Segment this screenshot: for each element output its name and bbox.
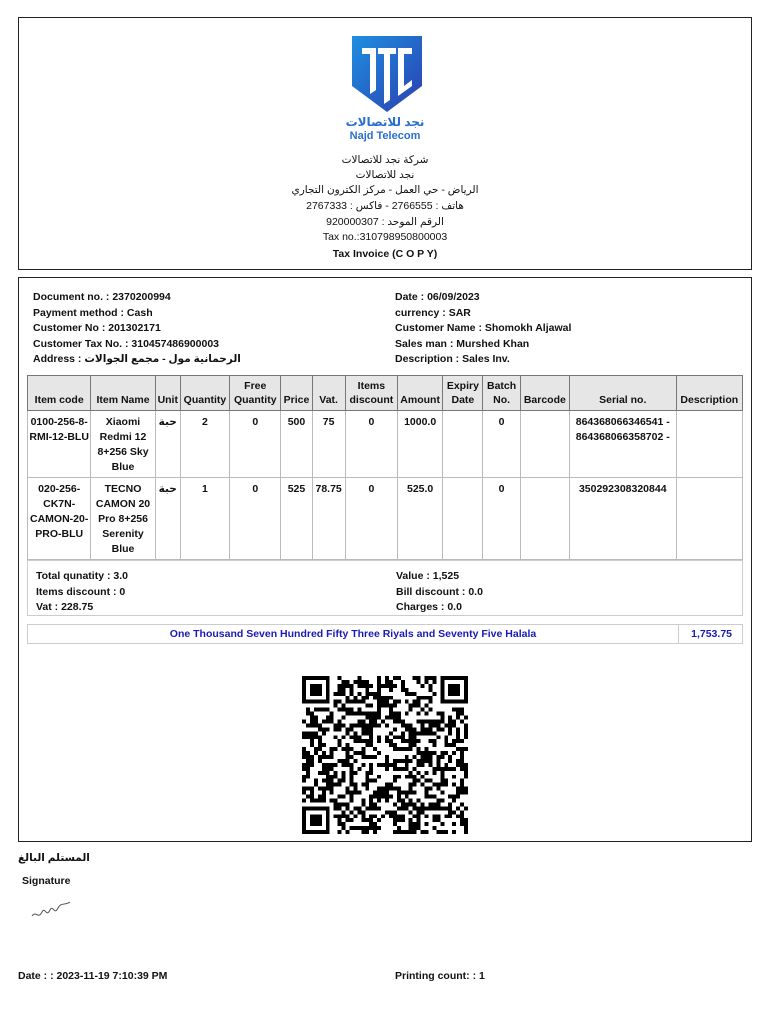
amount-in-words: One Thousand Seven Hundred Fifty Three Riyals and Seventy Five Halala — [169, 628, 537, 640]
column-header: Item code — [28, 376, 91, 411]
item-discount: 0 — [345, 478, 397, 560]
item-description — [676, 478, 742, 560]
brand-name-arabic: نجد للاتصالات — [345, 115, 425, 129]
column-header: Batch No. — [483, 376, 520, 411]
value-total: Value : 1,525 — [396, 570, 460, 582]
grand-total: 1,753.75 — [691, 628, 732, 640]
company-short-name-arabic: نجد للاتصالات — [355, 169, 415, 181]
company-name-arabic: شركة نجد للاتصالات — [341, 154, 429, 166]
qr-code — [301, 676, 469, 834]
column-header: Items discount — [345, 376, 397, 411]
item-price: 525 — [281, 478, 312, 560]
invoice-body — [18, 277, 752, 842]
charges: Charges : 0.0 — [396, 601, 462, 613]
document-no: Document no. : 2370200994 — [33, 291, 171, 303]
column-header: Description — [676, 376, 742, 411]
receiver-label: المستلم البالغ — [18, 852, 90, 864]
invoice-description: Description : Sales Inv. — [395, 353, 510, 365]
customer-tax-no: Customer Tax No. : 310457486900003 — [33, 337, 219, 350]
table-row — [28, 478, 743, 560]
column-header: Amount — [398, 376, 443, 411]
table-row — [28, 411, 743, 478]
item-batch-no: 0 — [483, 478, 520, 560]
column-header: Serial no. — [569, 376, 676, 411]
brand-name-english: Najd Telecom — [349, 130, 421, 142]
item-serial-no: 864368066346541 - 864368066358702 - — [569, 411, 676, 478]
najd-telecom-logo — [350, 34, 424, 114]
column-header: Unit — [155, 376, 180, 411]
item-unit: حبة — [155, 411, 180, 478]
amount-in-words-row — [27, 624, 743, 644]
print-date: Date : : 2023-11-19 7:10:39 PM — [18, 970, 168, 982]
column-header: Item Name — [91, 376, 155, 411]
column-header: Expiry Date — [443, 376, 483, 411]
item-name: TECNO CAMON 20 Pro 8+256 Serenity Blue — [91, 478, 155, 560]
item-quantity: 1 — [180, 478, 229, 560]
payment-method: Payment method : Cash — [33, 306, 153, 319]
item-free-quantity: 0 — [230, 411, 281, 478]
item-free-quantity: 0 — [230, 478, 281, 560]
company-unified-number: الرقم الموحد : 920000307 — [326, 216, 444, 228]
item-amount: 525.0 — [398, 478, 443, 560]
meta-left — [33, 290, 241, 368]
items-discount-total: Items discount : 0 — [36, 585, 126, 598]
column-header: Vat. — [312, 376, 345, 411]
item-barcode — [520, 478, 569, 560]
meta-right — [395, 290, 571, 368]
table-header-row — [28, 376, 743, 411]
signature-label: Signature — [22, 875, 71, 887]
company-tax-no: Tax no.:310798950800003 — [322, 231, 448, 243]
item-description — [676, 411, 742, 478]
invoice-header — [18, 17, 752, 270]
customer-address: Address : الرحمانية مول - مجمع الجوالات — [33, 353, 241, 365]
item-amount: 1000.0 — [398, 411, 443, 478]
total-quantity: Total qunatity : 3.0 — [36, 570, 128, 582]
vat-total: Vat : 228.75 — [36, 601, 94, 613]
item-barcode — [520, 411, 569, 478]
totals-left — [36, 569, 128, 616]
customer-no: Customer No : 201302171 — [33, 322, 161, 334]
divider — [678, 625, 679, 643]
invoice-title: Tax Invoice (C O P Y) — [332, 248, 438, 260]
totals-summary — [27, 560, 743, 616]
signature-scribble-icon — [26, 892, 86, 926]
item-serial-no: 350292308320844 — [569, 478, 676, 560]
item-vat: 78.75 — [312, 478, 345, 560]
item-batch-no: 0 — [483, 411, 520, 478]
bill-discount: Bill discount : 0.0 — [396, 585, 483, 598]
invoice-date: Date : 06/09/2023 — [395, 291, 480, 303]
printing-count: Printing count: : 1 — [395, 970, 485, 982]
column-header: Free Quantity — [230, 376, 281, 411]
column-header: Quantity — [180, 376, 229, 411]
item-expiry-date — [443, 411, 483, 478]
item-discount: 0 — [345, 411, 397, 478]
item-price: 500 — [281, 411, 312, 478]
item-unit: حبة — [155, 478, 180, 560]
item-vat: 75 — [312, 411, 345, 478]
item-name: Xiaomi Redmi 12 8+256 Sky Blue — [91, 411, 155, 478]
item-code: 0100-256-8-RMI-12-BLU — [28, 411, 91, 478]
sales-man: Sales man : Murshed Khan — [395, 337, 530, 350]
items-table — [27, 375, 743, 560]
item-expiry-date — [443, 478, 483, 560]
item-quantity: 2 — [180, 411, 229, 478]
customer-name: Customer Name : Shomokh Aljawal — [395, 322, 572, 334]
column-header: Price — [281, 376, 312, 411]
totals-right — [396, 569, 483, 616]
item-code: 020-256-CK7N-CAMON-20-PRO-BLU — [28, 478, 91, 560]
company-address: الرياض - حي العمل - مركز الكترون التجاري — [291, 184, 479, 196]
currency: currency : SAR — [395, 306, 471, 319]
company-phone-fax: هاتف : 2766555 - فاكس : 2767333 — [306, 200, 464, 212]
column-header: Barcode — [520, 376, 569, 411]
